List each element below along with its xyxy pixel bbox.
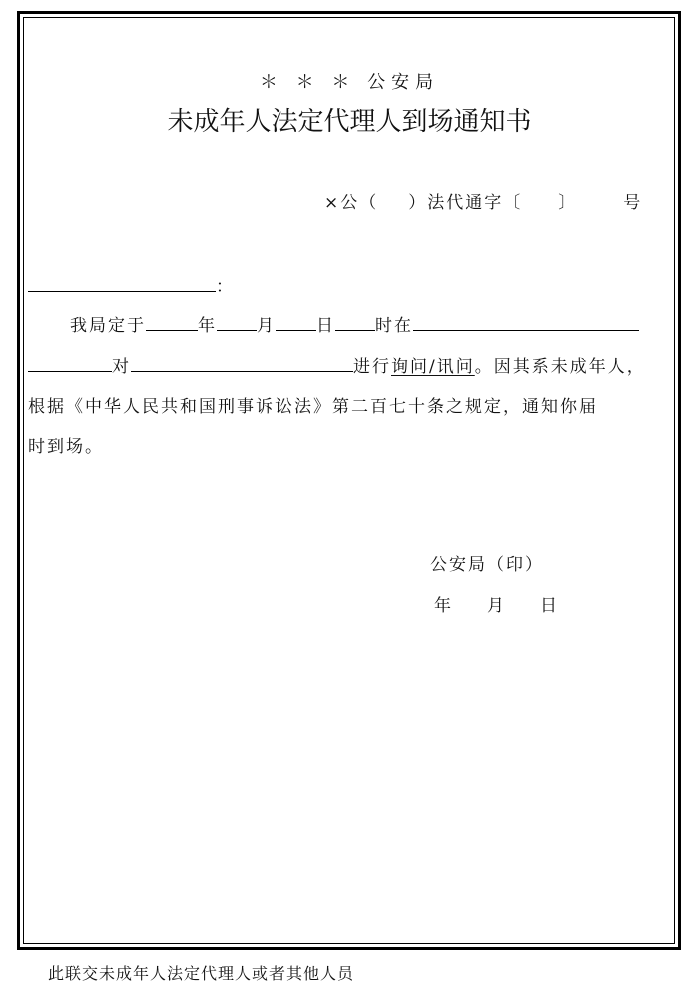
doc-number-middle: ）法代通字〔 bbox=[408, 193, 523, 213]
signature-year: 年 bbox=[434, 596, 453, 616]
doc-number-prefix: ×公（ bbox=[324, 193, 379, 213]
person-blank bbox=[131, 353, 353, 372]
body-line-2-rest: 。因其系未成年人， bbox=[474, 357, 646, 377]
addressee-colon: ： bbox=[216, 277, 235, 297]
dui-label: 对 bbox=[112, 357, 131, 377]
doc-number-suffix: 号 bbox=[623, 193, 643, 213]
action-choice: 询问/讯问 bbox=[391, 357, 475, 377]
addressee-line bbox=[28, 272, 235, 297]
document-number bbox=[324, 188, 642, 213]
hour-label: 时在 bbox=[375, 316, 413, 336]
signature-date bbox=[434, 591, 559, 616]
doc-number-close-bracket: 〕 bbox=[558, 193, 578, 213]
body-line-3: 根据《中华人民共和国刑事诉讼法》第二百七十条之规定，通知你届 bbox=[28, 397, 598, 417]
body-lead: 我局定于 bbox=[70, 316, 146, 336]
document-inner-border bbox=[23, 17, 675, 944]
addressee-blank bbox=[28, 273, 216, 292]
day-label: 日 bbox=[316, 316, 335, 336]
action-pre: 进行 bbox=[353, 357, 391, 377]
day-blank bbox=[276, 312, 316, 331]
year-label: 年 bbox=[198, 316, 217, 336]
signature-month: 月 bbox=[487, 596, 506, 616]
year-blank bbox=[146, 312, 198, 331]
signature-day: 日 bbox=[540, 596, 559, 616]
month-blank bbox=[217, 312, 257, 331]
issuer-name: ＊ ＊ ＊ 公安局 bbox=[259, 72, 440, 93]
hour-blank bbox=[335, 312, 375, 331]
location-blank-continued bbox=[28, 353, 112, 372]
body-line-1 bbox=[70, 311, 639, 336]
signature-office: 公安局（印） bbox=[430, 555, 544, 575]
body-line-4: 时到场。 bbox=[28, 437, 104, 457]
month-label: 月 bbox=[257, 316, 276, 336]
body-line-2 bbox=[28, 352, 646, 377]
footer-note: 此联交未成年人法定代理人或者其他人员 bbox=[48, 964, 355, 983]
location-blank bbox=[413, 312, 639, 331]
document-title: 未成年人法定代理人到场通知书 bbox=[167, 107, 532, 137]
